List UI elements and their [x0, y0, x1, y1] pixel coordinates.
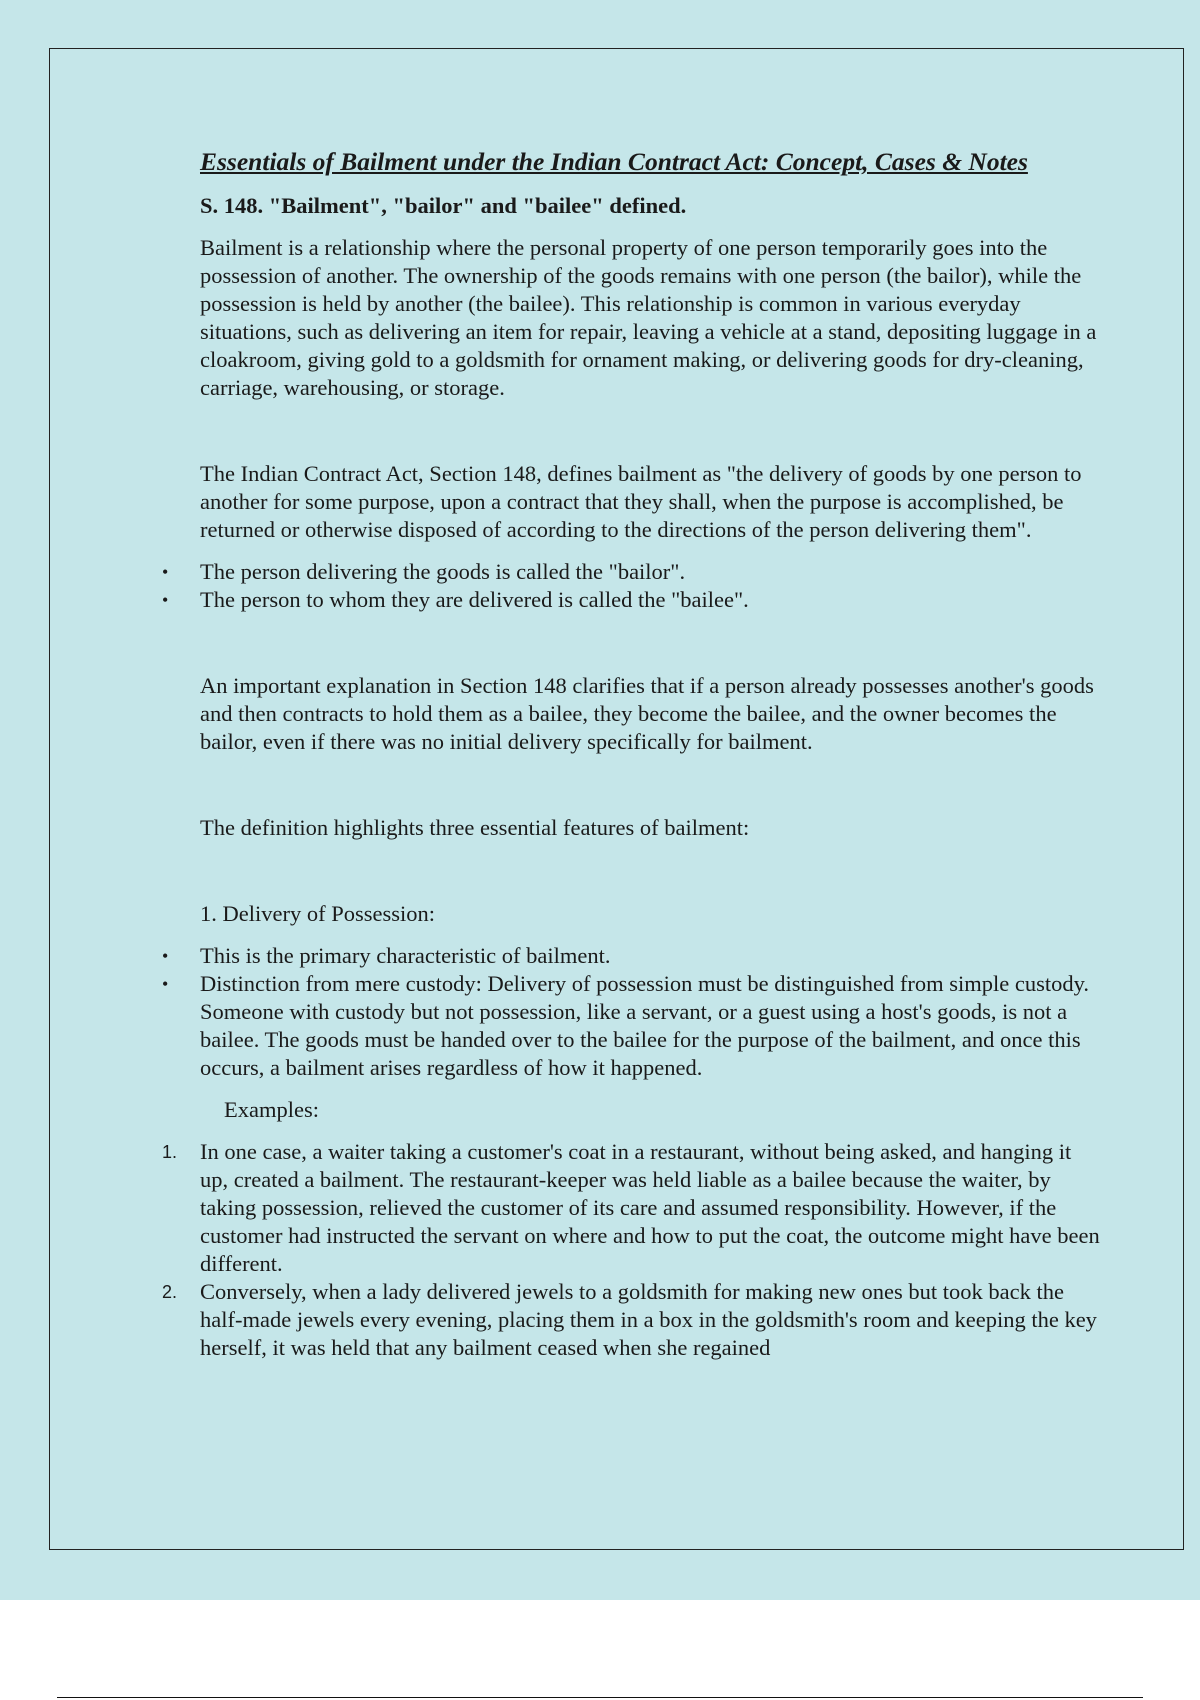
footer-divider	[57, 1697, 1143, 1698]
list-item	[162, 1138, 1100, 1278]
definition-paragraph: The Indian Contract Act, Section 148, defines bailment as "the delivery of goods by one person to another for some purpose, upon a contract that they shall, when the purpose is accomplished, be returned or otherwise disposed of according to the directions of the person delivering them".	[200, 461, 1082, 542]
list-item-text: Distinction from mere custody: Delivery of possession must be distinguished from simple custody. Someone with custody but not possession, like a servant, or a guest using a host's goods, is not a bailee. The goods must be handed over to the bailee for the purpose of the bailment, and once this occurs, a bailment arises regardless of how it happened.	[200, 971, 1090, 1080]
feature-1-heading: 1. Delivery of Possession:	[200, 901, 435, 926]
list-item	[162, 1278, 1100, 1362]
spacer	[200, 856, 1100, 900]
spacer	[200, 628, 1100, 672]
list-item	[162, 942, 1100, 970]
features-intro: The definition highlights three essential features of bailment:	[200, 815, 750, 840]
intro-paragraph: Bailment is a relationship where the personal property of one person temporarily goes into the possession of another. The ownership of the goods remains with one person (the bailor), while the possession is held by another (the bailee). This relationship is common in various everyday situations, such as delivering an item for repair, leaving a vehicle at a stand, depositing luggage in a cloakroom, giving gold to a goldsmith for ornament making, or delivering goods for dry-cleaning, carriage, warehousing, or storage.	[200, 235, 1097, 400]
list-item	[162, 586, 1100, 614]
spacer	[200, 416, 1100, 460]
list-item-text: Conversely, when a lady delivered jewels to a goldsmith for making new ones but took back the half-made jewels every evening, placing them in a box in the goldsmith's room and keeping the key herself, it was held that any bailment ceased when she regained	[200, 1279, 1097, 1360]
bullet-marker: •	[162, 590, 169, 610]
list-item-text: The person to whom they are delivered is called the "bailee".	[200, 587, 749, 612]
number-marker: 1.	[162, 1142, 178, 1162]
spacer	[200, 770, 1100, 814]
list-item	[162, 970, 1100, 1082]
list-item-text: In one case, a waiter taking a customer's coat in a restaurant, without being asked, and hanging it up, created a bailment. The restaurant-keeper was held liable as a bailee because the waiter, by taking possession, relieved the customer of its care and assumed responsibility. However, if the customer had instructed the servant on where and how to put the coat, the outcome might have been different.	[200, 1139, 1100, 1276]
bullet-marker: •	[162, 974, 169, 994]
explanation-paragraph: An important explanation in Section 148 clarifies that if a person already possesses another's goods and then contracts to hold them as a bailee, they become the bailee, and the owner becomes the bailor, even if there was no initial delivery specifically for bailment.	[200, 673, 1094, 754]
document-body	[162, 146, 1100, 1376]
examples-numbered-list	[162, 1138, 1100, 1362]
number-marker: 2.	[162, 1282, 178, 1302]
examples-label: Examples:	[224, 1097, 319, 1122]
section-heading: S. 148. "Bailment", "bailor" and "bailee" defined.	[200, 193, 687, 218]
bullet-marker: •	[162, 946, 169, 966]
list-item	[162, 558, 1100, 586]
document-title: Essentials of Bailment under the Indian Contract Act: Concept, Cases & Notes	[200, 147, 1028, 176]
list-item-text: This is the primary characteristic of bailment.	[200, 943, 611, 968]
bullet-marker: •	[162, 562, 169, 582]
list-item-text: The person delivering the goods is called the "bailor".	[200, 559, 686, 584]
definition-bullet-list	[162, 558, 1100, 614]
feature-1-bullet-list	[162, 942, 1100, 1082]
